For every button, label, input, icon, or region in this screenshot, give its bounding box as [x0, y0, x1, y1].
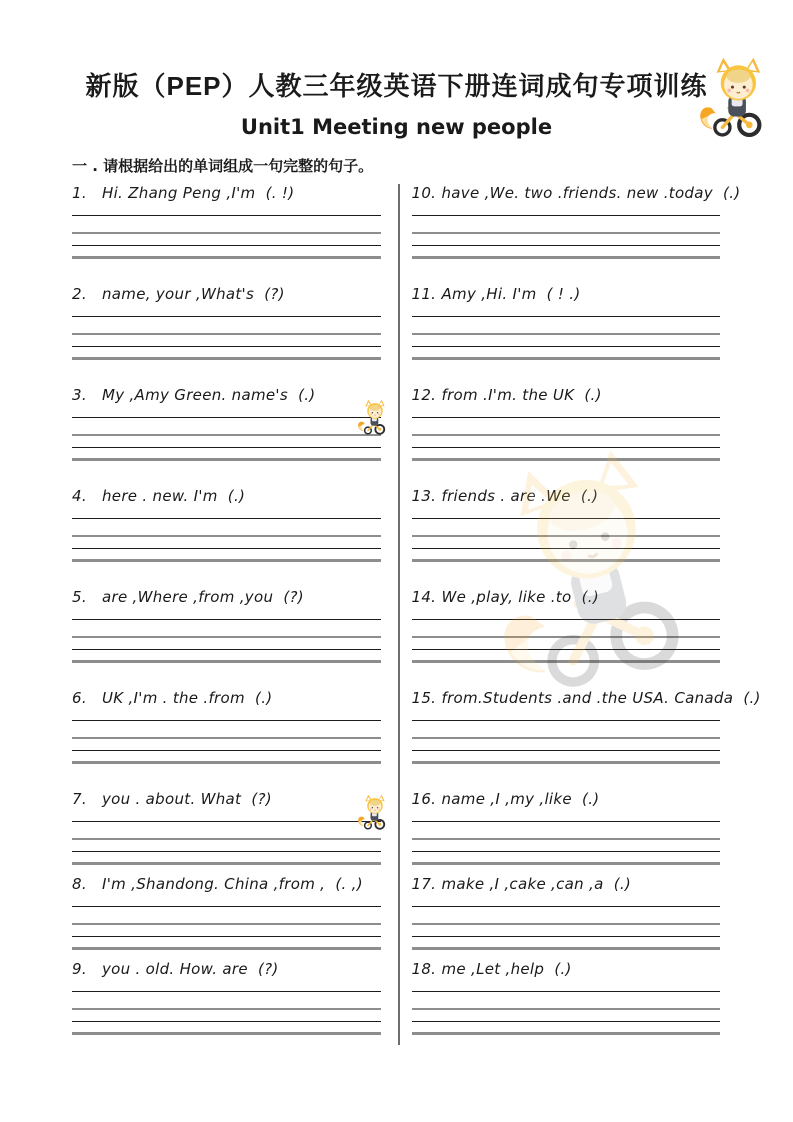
- answer-lines: [412, 906, 721, 950]
- answer-lines: [412, 518, 721, 562]
- item-number: 12.: [411, 386, 437, 404]
- right-column: [400, 184, 761, 1045]
- item-number: 18.: [411, 960, 437, 978]
- item-words: We ,play, like .to (.): [441, 588, 599, 606]
- exercise-item-1: [72, 184, 381, 259]
- answer-lines: [412, 991, 721, 1035]
- item-words: make ,I ,cake ,can ,a (.): [441, 875, 632, 893]
- item-words: My ,Amy Green. name's (.): [102, 386, 316, 404]
- fox-mascot-icon: [693, 52, 777, 144]
- item-words: name ,I ,my ,like (.): [441, 790, 600, 808]
- item-number: 5.: [72, 588, 87, 606]
- answer-lines: [412, 720, 721, 764]
- item-number: 7.: [72, 790, 87, 808]
- answer-lines: [72, 417, 381, 461]
- answer-lines: [412, 316, 721, 360]
- answer-lines: [72, 906, 381, 950]
- exercise-item-16: [412, 790, 721, 865]
- exercise-item-2: [72, 285, 381, 360]
- item-words: friends . are .We (.): [441, 487, 599, 505]
- item-words: from .I'm. the UK (.): [441, 386, 602, 404]
- item-number: 1.: [72, 184, 87, 202]
- answer-lines: [412, 417, 721, 461]
- item-number: 14.: [411, 588, 437, 606]
- item-number: 15.: [411, 689, 437, 707]
- item-words: me ,Let ,help (.): [441, 960, 572, 978]
- exercise-item-7: [72, 790, 381, 865]
- exercise-item-12: [412, 386, 721, 461]
- answer-lines: [412, 821, 721, 865]
- section-instruction: 一 . 请根据给出的单词组成一句完整的句子。: [72, 157, 374, 175]
- answer-lines: [72, 821, 381, 865]
- exercise-item-6: [72, 689, 381, 764]
- answer-lines: [72, 991, 381, 1035]
- item-number: 11.: [411, 285, 437, 303]
- item-words: Hi. Zhang Peng ,I'm (. !): [102, 184, 295, 202]
- item-words: I'm ,Shandong. China ,from , (. ,): [102, 875, 363, 893]
- exercise-item-17: [412, 875, 721, 950]
- unit-subtitle: Unit1 Meeting new people: [240, 115, 553, 139]
- answer-lines: [412, 215, 721, 259]
- item-number: 2.: [72, 285, 87, 303]
- item-words: Amy ,Hi. I'm ( ! .): [441, 285, 581, 303]
- exercise-item-18: [412, 960, 721, 1035]
- item-words: you . old. How. are (?): [102, 960, 279, 978]
- exercise-item-9: [72, 960, 381, 1035]
- exercise-item-15: [411, 689, 761, 764]
- item-number: 16.: [411, 790, 437, 808]
- item-number: 3.: [72, 386, 87, 404]
- item-number: 10.: [411, 184, 437, 202]
- item-number: 9.: [72, 960, 87, 978]
- item-number: 4.: [72, 487, 87, 505]
- exercise-item-3: [72, 386, 381, 461]
- item-words: from.Students .and .the USA. Canada (.): [441, 689, 761, 707]
- item-number: 13.: [411, 487, 437, 505]
- exercise-item-13: [412, 487, 721, 562]
- item-words: here . new. I'm (.): [102, 487, 246, 505]
- exercise-item-14: [412, 588, 721, 663]
- answer-lines: [72, 518, 381, 562]
- answer-lines: [72, 720, 381, 764]
- item-words: name, your ,What's (?): [102, 285, 285, 303]
- answer-lines: [72, 215, 381, 259]
- header: [0, 0, 793, 139]
- fox-mascot-small-icon: [355, 397, 392, 438]
- exercise-item-8: [72, 875, 381, 950]
- item-words: have ,We. two .friends. new .today (.): [441, 184, 741, 202]
- item-number: 17.: [411, 875, 437, 893]
- answer-lines: [72, 619, 381, 663]
- exercise-columns: [72, 184, 761, 1045]
- item-words: UK ,I'm . the .from (.): [102, 689, 273, 707]
- item-words: are ,Where ,from ,you (?): [102, 588, 304, 606]
- item-number: 6.: [72, 689, 87, 707]
- exercise-item-4: [72, 487, 381, 562]
- left-column: [72, 184, 398, 1045]
- fox-mascot-small-icon: [355, 792, 392, 833]
- exercise-item-11: [412, 285, 721, 360]
- page-title: 新版（PEP）人教三年级英语下册连词成句专项训练: [85, 71, 708, 101]
- exercise-item-5: [72, 588, 381, 663]
- exercise-item-10: [411, 184, 741, 259]
- answer-lines: [72, 316, 381, 360]
- item-words: you . about. What (?): [102, 790, 272, 808]
- answer-lines: [412, 619, 721, 663]
- item-number: 8.: [72, 875, 87, 893]
